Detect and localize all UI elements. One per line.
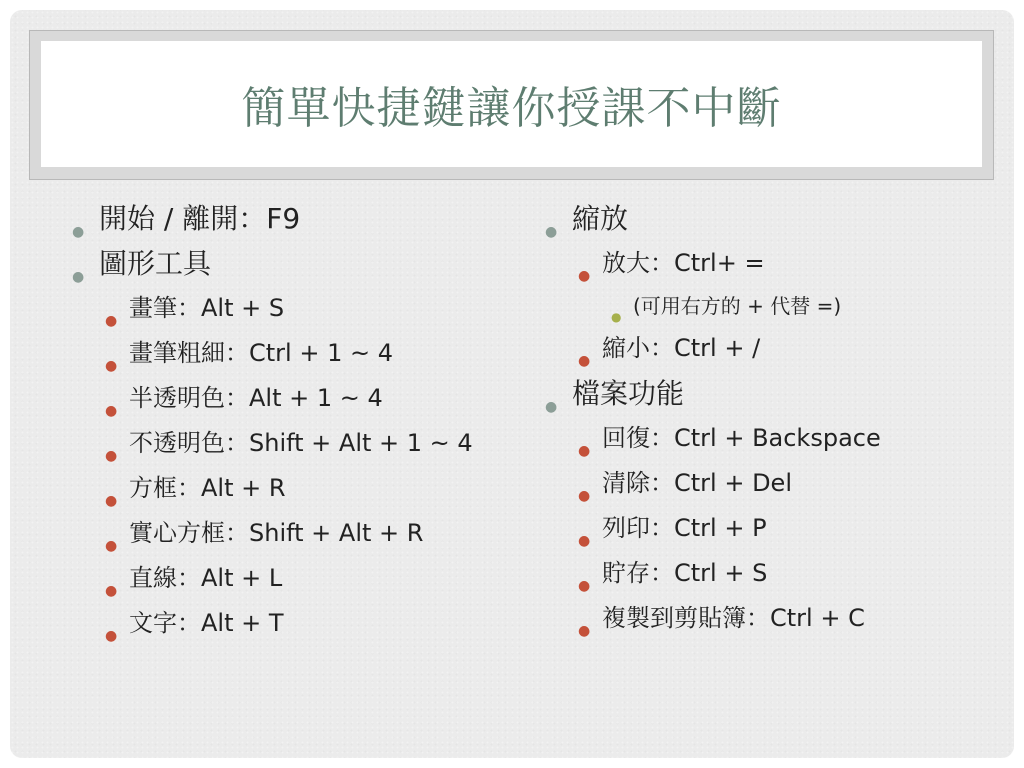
list-item-text: (可用右方的 + 代替 =) bbox=[633, 294, 842, 318]
list-item bbox=[72, 511, 542, 556]
bullet-icon: ● bbox=[105, 448, 118, 464]
bullet-icon: ● bbox=[578, 268, 591, 284]
list-item-text: 文字：Alt + T bbox=[129, 609, 284, 637]
right-column-list bbox=[545, 196, 985, 641]
list-item-text: 畫筆粗細：Ctrl + 1 ~ 4 bbox=[129, 339, 393, 367]
list-item-text: 檔案功能 bbox=[572, 377, 685, 410]
bullet-icon: ● bbox=[105, 493, 118, 509]
list-item bbox=[545, 551, 985, 596]
list-item-text: 畫筆：Alt + S bbox=[129, 294, 285, 322]
list-item bbox=[72, 376, 542, 421]
bullet-icon: ● bbox=[72, 224, 85, 240]
bullet-icon: ● bbox=[578, 443, 591, 459]
bullet-icon: ● bbox=[105, 583, 118, 599]
list-item bbox=[72, 601, 542, 646]
list-item-text: 回復：Ctrl + Backspace bbox=[602, 424, 881, 452]
list-item-text: 方框：Alt + R bbox=[129, 474, 286, 502]
list-item-text: 實心方框：Shift + Alt + R bbox=[129, 519, 424, 547]
title-box bbox=[41, 41, 982, 167]
list-item bbox=[72, 331, 542, 376]
slide-title: 簡單快捷鍵讓你授課不中斷 bbox=[241, 83, 782, 134]
list-item-text: 貯存：Ctrl + S bbox=[602, 559, 768, 587]
left-column-list bbox=[72, 196, 542, 646]
list-item bbox=[545, 286, 985, 326]
list-item bbox=[545, 371, 985, 416]
bullet-icon: ● bbox=[578, 578, 591, 594]
list-item-text: 縮放 bbox=[572, 202, 629, 235]
bullet-icon: ● bbox=[545, 224, 558, 240]
list-item-text: 直線：Alt + L bbox=[129, 564, 283, 592]
list-item bbox=[545, 506, 985, 551]
list-item bbox=[72, 556, 542, 601]
bullet-icon: ● bbox=[578, 353, 591, 369]
list-item bbox=[72, 466, 542, 511]
list-item bbox=[545, 196, 985, 241]
bullet-icon: ● bbox=[105, 538, 118, 554]
list-item bbox=[545, 461, 985, 506]
list-item bbox=[545, 416, 985, 461]
bullet-icon: ● bbox=[105, 628, 118, 644]
bullet-icon: ● bbox=[72, 269, 85, 285]
list-item-text: 列印：Ctrl + P bbox=[602, 514, 767, 542]
bullet-icon: ● bbox=[105, 358, 118, 374]
list-item bbox=[72, 241, 542, 286]
bullet-icon: ● bbox=[578, 533, 591, 549]
list-item-text: 縮小：Ctrl + / bbox=[602, 334, 761, 362]
bullet-icon: ● bbox=[578, 623, 591, 639]
list-item-text: 清除：Ctrl + Del bbox=[602, 469, 792, 497]
bullet-icon: ● bbox=[578, 488, 591, 504]
list-item bbox=[545, 326, 985, 371]
list-item-text: 圖形工具 bbox=[99, 247, 212, 280]
list-item bbox=[545, 596, 985, 641]
list-item-text: 放大：Ctrl+ = bbox=[602, 249, 765, 277]
list-item-text: 複製到剪貼簿：Ctrl + C bbox=[602, 604, 865, 632]
list-item bbox=[72, 421, 542, 466]
bullet-icon: ● bbox=[545, 399, 558, 415]
list-item-text: 開始 / 離開：F9 bbox=[99, 202, 301, 235]
list-item-text: 半透明色：Alt + 1 ~ 4 bbox=[129, 384, 383, 412]
list-item bbox=[72, 196, 542, 241]
bullet-icon: ● bbox=[611, 310, 622, 324]
bullet-icon: ● bbox=[105, 403, 118, 419]
bullet-icon: ● bbox=[105, 313, 118, 329]
list-item bbox=[545, 241, 985, 286]
list-item-text: 不透明色：Shift + Alt + 1 ~ 4 bbox=[129, 429, 473, 457]
list-item bbox=[72, 286, 542, 331]
